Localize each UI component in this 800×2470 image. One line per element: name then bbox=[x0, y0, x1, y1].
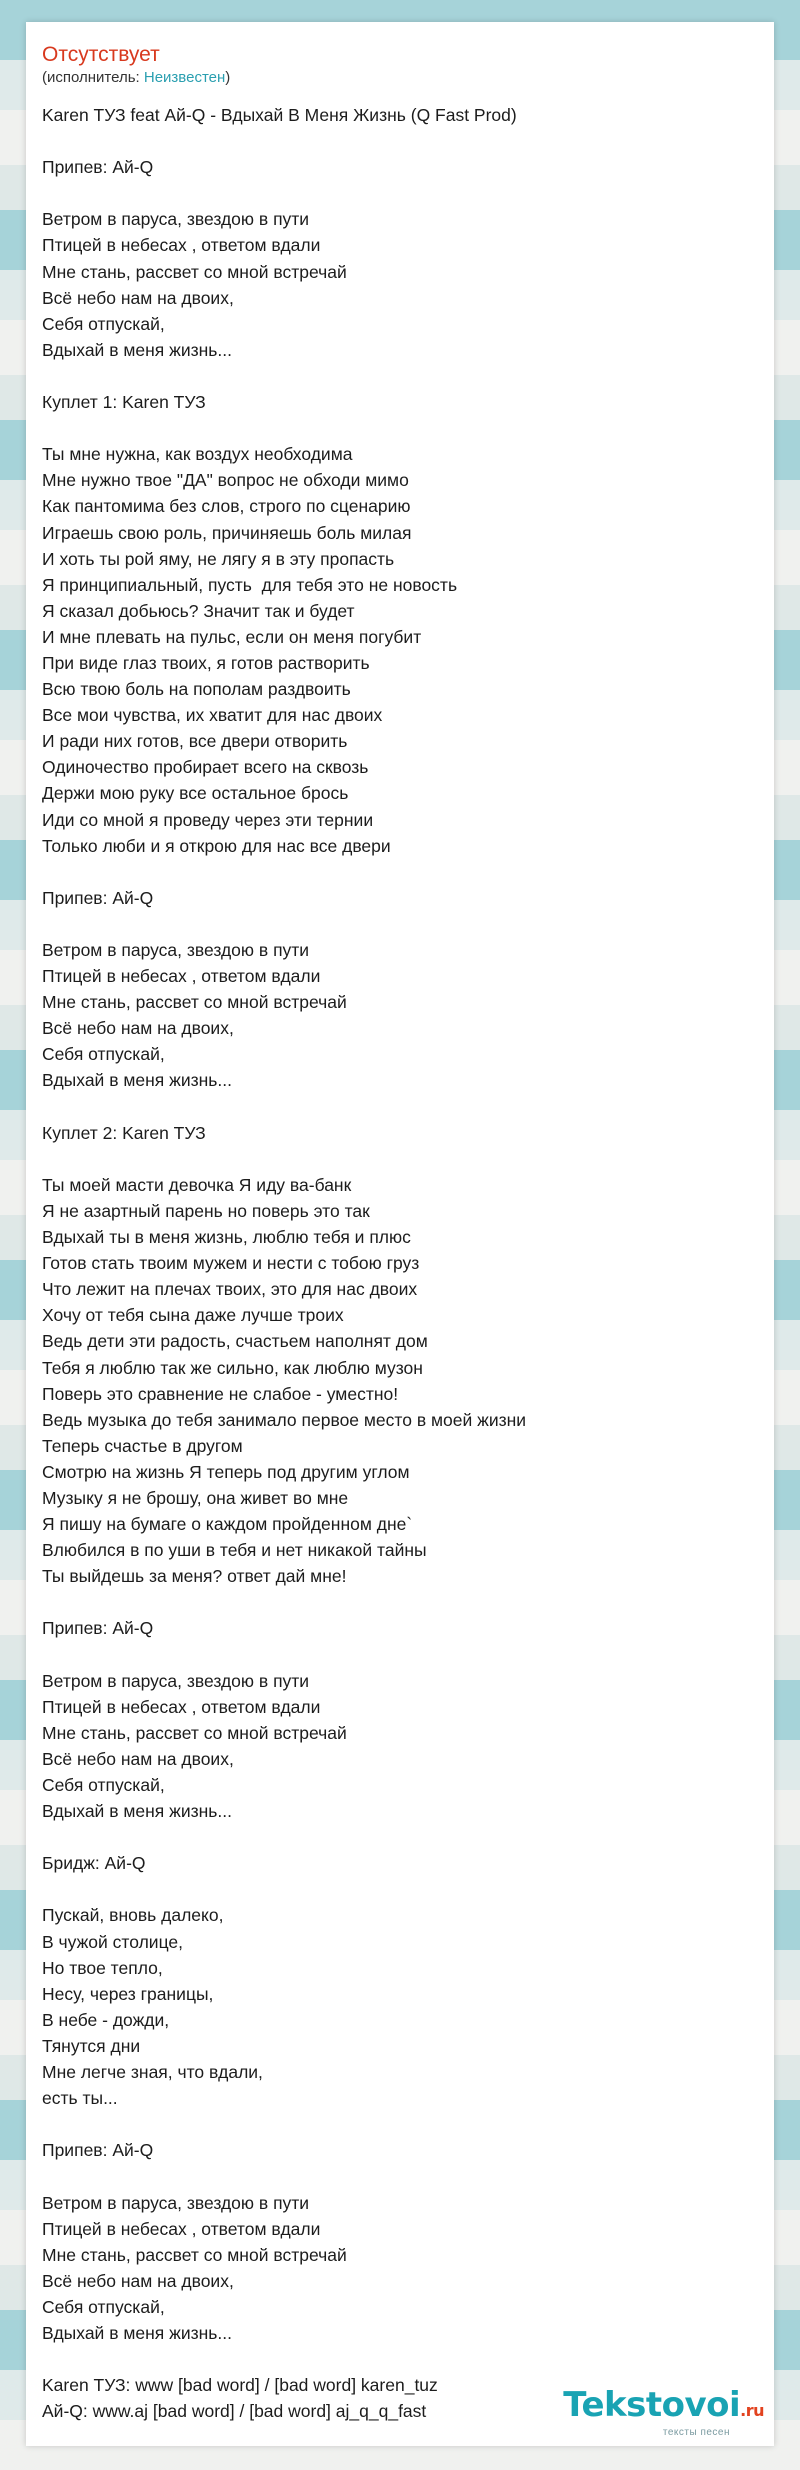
lyric-line: Но твое тепло, bbox=[42, 1957, 163, 1978]
blank-line bbox=[42, 1876, 762, 1902]
lyric-line: Ай-Q: www.aj [bad word] / [bad word] aj_q_q_fast bbox=[42, 2401, 427, 2422]
lyric-line: Держи мою руку все остальное брось bbox=[42, 783, 349, 804]
lyric-line: Все мои чувства, их хватит для нас двоих bbox=[42, 705, 383, 726]
lyric-line: Иди со мной я проведу через эти тернии bbox=[42, 809, 374, 830]
lyric-line: Мне легче зная, что вдали, bbox=[42, 2062, 263, 2083]
song-title: Отсутствует bbox=[42, 43, 160, 66]
lyric-line: Вдыхай в меня жизнь... bbox=[42, 2322, 232, 2343]
lyric-line: Как пантомима без слов, строго по сценарию bbox=[42, 496, 411, 517]
blank-line bbox=[42, 128, 762, 154]
lyric-line: Играешь свою роль, причиняешь боль милая bbox=[42, 522, 412, 543]
lyric-line: Ведь дети эти радость, счастьем наполнят дом bbox=[42, 1331, 428, 1352]
artist-line bbox=[42, 68, 230, 88]
lyric-line: Себя отпускай, bbox=[42, 313, 165, 334]
artist-suffix: ) bbox=[225, 69, 231, 86]
lyric-line: Птицей в небесах , ответом вдали bbox=[42, 2218, 321, 2239]
blank-line bbox=[42, 2346, 762, 2372]
lyric-line: Теперь счастье в другом bbox=[42, 1435, 243, 1456]
lyric-line: Пускай, вновь далеко, bbox=[42, 1905, 224, 1926]
blank-line bbox=[42, 1642, 762, 1668]
lyric-line: Припев: Ай-Q bbox=[42, 1618, 154, 1639]
lyric-line: Вдыхай в меня жизнь... bbox=[42, 339, 232, 360]
lyric-line: Что лежит на плечах твоих, это для нас двоих bbox=[42, 1279, 418, 1300]
lyric-line: Музыку я не брошу, она живет во мне bbox=[42, 1487, 349, 1508]
lyric-line: Всё небо нам на двоих, bbox=[42, 2270, 234, 2291]
logo-wordmark: Tekstovoi bbox=[563, 2385, 741, 2425]
lyric-line: Птицей в небесах , ответом вдали bbox=[42, 1696, 321, 1717]
lyric-line: есть ты... bbox=[42, 2088, 118, 2109]
lyric-line: Одиночество пробирает всего на сквозь bbox=[42, 757, 369, 778]
lyric-line: В небе - дожди, bbox=[42, 2009, 170, 2030]
song-header bbox=[42, 42, 230, 88]
lyric-line: Всё небо нам на двоих, bbox=[42, 287, 234, 308]
logo-tld: .ru bbox=[740, 2401, 764, 2420]
lyric-line: Поверь это сравнение не слабое - уместно! bbox=[42, 1383, 399, 1404]
lyric-line: Ты выйдешь за меня? ответ дай мне! bbox=[42, 1566, 347, 1587]
lyric-line: Мне стань, рассвет со мной встречай bbox=[42, 1722, 347, 1743]
lyric-line: Вдыхай ты в меня жизнь, люблю тебя и плюс bbox=[42, 1227, 411, 1248]
lyric-line: Вдыхай в меня жизнь... bbox=[42, 1070, 232, 1091]
lyric-line: Припев: Ай-Q bbox=[42, 157, 154, 178]
lyric-line: При виде глаз твоих, я готов растворить bbox=[42, 652, 370, 673]
blank-line bbox=[42, 1589, 762, 1615]
lyrics-text bbox=[42, 102, 762, 2424]
lyric-line: Ветром в паруса, звездою в пути bbox=[42, 940, 310, 960]
lyric-line: Себя отпускай, bbox=[42, 1775, 165, 1795]
lyric-line: Припев: Ай-Q bbox=[42, 887, 154, 908]
lyric-line: Ветром в паруса, звездою в пути bbox=[42, 209, 310, 230]
lyric-line: Karen ТУЗ: www [bad word] / [bad word] karen_tuz bbox=[42, 2375, 438, 2396]
lyric-line: Тебя я люблю так же сильно, как люблю музон bbox=[42, 1357, 423, 1378]
lyric-line: И ради них готов, все двери отворить bbox=[42, 731, 348, 752]
lyric-line: Всю твою боль на пополам раздвоить bbox=[42, 679, 351, 700]
lyric-line: Всё небо нам на двоих, bbox=[42, 1748, 234, 1769]
lyric-line: Я сказал добьюсь? Значит так и будет bbox=[42, 600, 355, 621]
lyric-line: Птицей в небесах , ответом вдали bbox=[42, 966, 321, 987]
lyric-line: Готов стать твоим мужем и нести с тобою груз bbox=[42, 1253, 420, 1274]
lyric-line: Только люби и я открою для нас все двери bbox=[42, 835, 391, 856]
lyric-line: Тянутся дни bbox=[42, 2035, 141, 2056]
site-logo[interactable] bbox=[563, 2387, 764, 2438]
lyric-line: И мне плевать на пульс, если он меня погубит bbox=[42, 626, 422, 647]
blank-line bbox=[42, 1824, 762, 1850]
lyric-line: Ветром в паруса, звездою в пути bbox=[42, 2192, 310, 2213]
lyric-line: Себя отпускай, bbox=[42, 1044, 165, 1065]
lyric-line: Ты мне нужна, как воздух необходима bbox=[42, 444, 353, 465]
lyric-line: Себя отпускай, bbox=[42, 2296, 165, 2317]
lyric-line: Смотрю на жизнь Я теперь под другим углом bbox=[42, 1461, 410, 1482]
lyric-line: Куплет 1: Karen ТУЗ bbox=[42, 392, 206, 413]
lyric-line: Мне стань, рассвет со мной встречай bbox=[42, 261, 347, 282]
lyric-line: Я не азартный парень но поверь это так bbox=[42, 1200, 370, 1221]
lyric-line: Karen ТУЗ feat Ай-Q - Вдыхай В Меня Жизнь (Q Fast Prod) bbox=[42, 105, 517, 125]
blank-line bbox=[42, 415, 762, 441]
blank-line bbox=[42, 1094, 762, 1120]
blank-line bbox=[42, 859, 762, 885]
lyric-line: Куплет 2: Karen ТУЗ bbox=[42, 1122, 206, 1143]
lyric-line: Несу, через границы, bbox=[42, 1983, 214, 2004]
lyric-line: Вдыхай в меня жизнь... bbox=[42, 1801, 232, 1822]
lyric-line: Я пишу на бумаге о каждом пройденном дне` bbox=[42, 1514, 413, 1535]
blank-line bbox=[42, 911, 762, 937]
blank-line bbox=[42, 1146, 762, 1172]
lyric-line: Ведь музыка до тебя занимало первое место в моей жизни bbox=[42, 1409, 527, 1430]
lyric-line: Мне нужно твое "ДА" вопрос не обходи мимо bbox=[42, 470, 409, 491]
lyric-line: Хочу от тебя сына даже лучше троих bbox=[42, 1305, 344, 1326]
blank-line bbox=[42, 2163, 762, 2189]
lyric-line: Бридж: Ай-Q bbox=[42, 1853, 146, 1874]
artist-link[interactable]: Неизвестен bbox=[143, 69, 226, 86]
logo-tagline: тексты песен bbox=[662, 2427, 730, 2438]
lyric-line: Ты моей масти девочка Я иду ва-банк bbox=[42, 1174, 352, 1195]
lyric-line: Я принципиальный, пусть для тебя это не новость bbox=[42, 574, 458, 595]
artist-prefix: (исполнитель: bbox=[42, 69, 144, 86]
lyric-line: И хоть ты рой яму, не лягу я в эту пропасть bbox=[42, 548, 395, 569]
lyric-line: Мне стань, рассвет со мной встречай bbox=[42, 992, 347, 1013]
lyric-line: Припев: Ай-Q bbox=[42, 2140, 154, 2161]
lyrics-card bbox=[26, 22, 774, 2446]
blank-line bbox=[42, 363, 762, 389]
lyric-line: Птицей в небесах , ответом вдали bbox=[42, 235, 321, 256]
blank-line bbox=[42, 2111, 762, 2137]
lyric-line: Влюбился в по уши в тебя и нет никакой тайны bbox=[42, 1540, 427, 1561]
lyric-line: Всё небо нам на двоих, bbox=[42, 1018, 234, 1039]
blank-line bbox=[42, 180, 762, 206]
lyric-line: Мне стань, рассвет со мной встречай bbox=[42, 2244, 347, 2265]
lyric-line: В чужой столице, bbox=[42, 1931, 183, 1952]
lyric-line: Ветром в паруса, звездою в пути bbox=[42, 1670, 310, 1691]
